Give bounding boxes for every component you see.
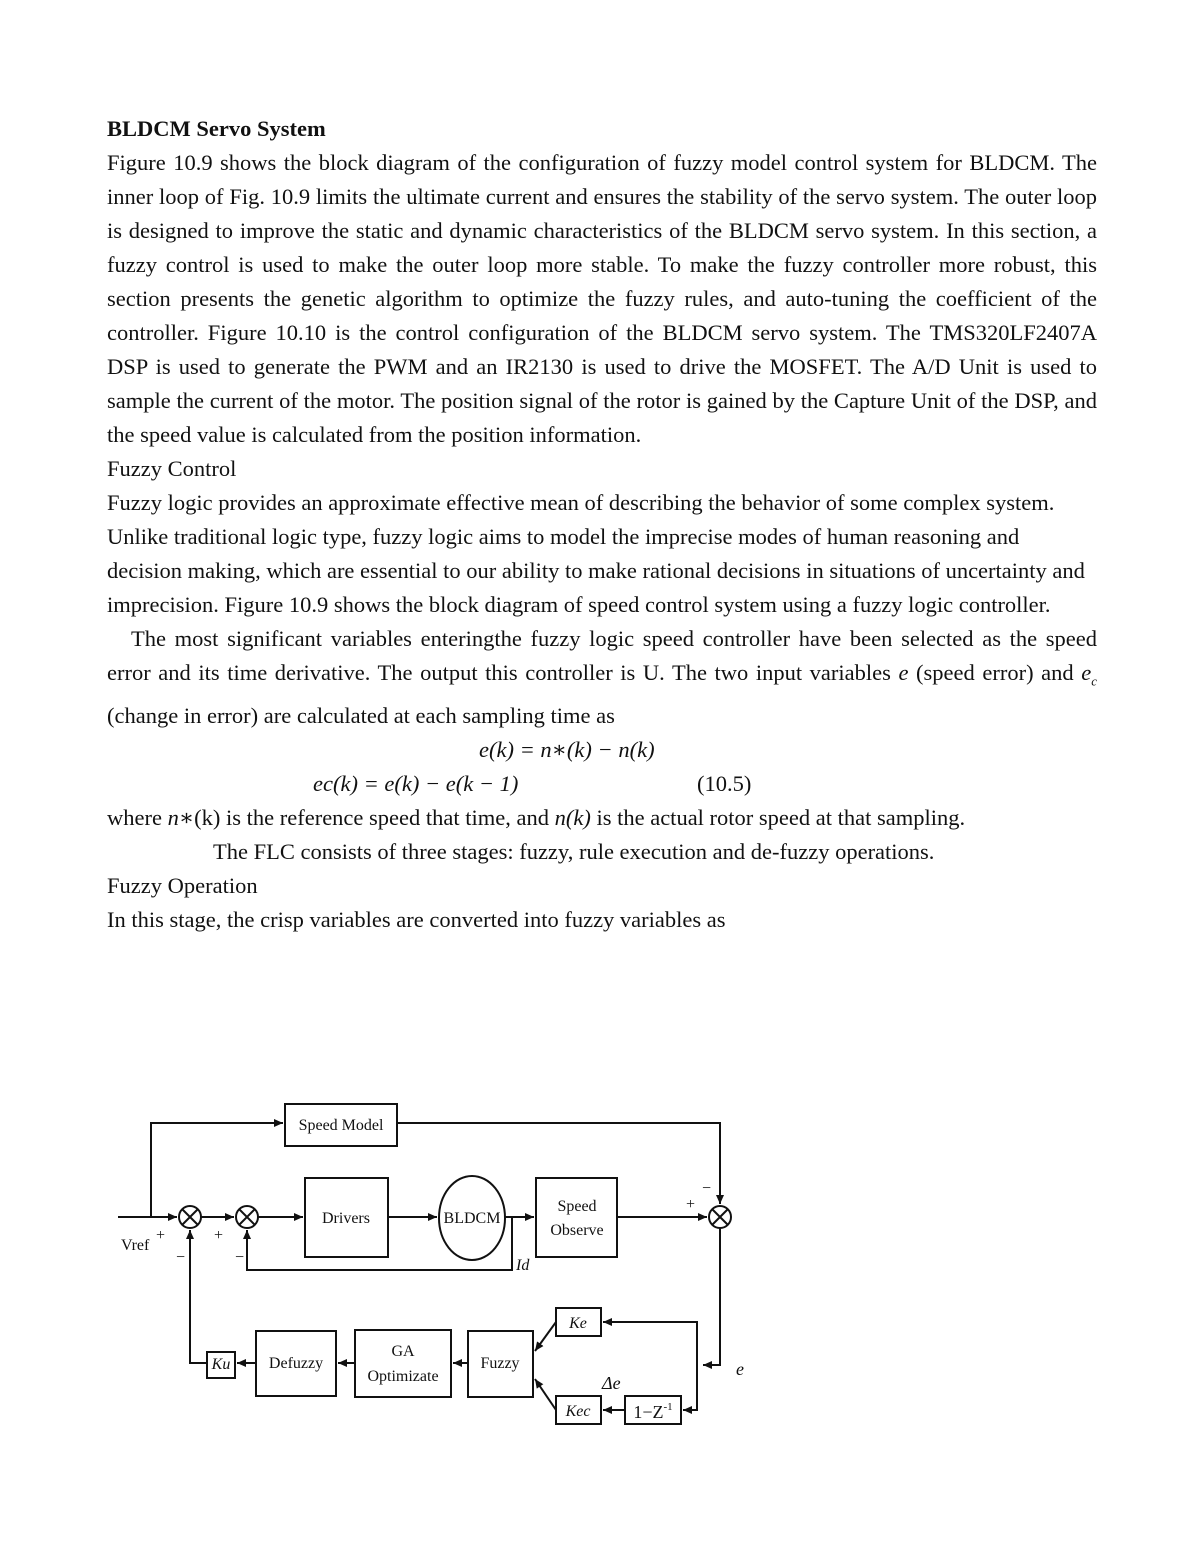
ga-label-1: GA — [391, 1343, 415, 1360]
ku-label: Ku — [211, 1356, 231, 1373]
kec-label: Kec — [565, 1403, 591, 1420]
ke-label: Ke — [569, 1315, 587, 1332]
subheading-fuzzy-operation: Fuzzy Operation — [107, 872, 258, 898]
speed-observe-block — [536, 1178, 617, 1257]
junction1-minus-sign: − — [176, 1249, 186, 1266]
paragraph-intro: Figure 10.9 shows the block diagram of the configuration of fuzzy model control system for BLDCM. The inner loop of Fig. 10.9 limits the ultimate current and ensures the stability of the servo system. The outer loop is designed to improve the static and dynamic characteristics of the BLDCM servo system. In this section, a fuzzy control is used to make the outer loop more stable. To make the fuzzy controller more robust, this section presents the genetic algorithm to optimize the fuzzy rules, and auto-tuning the coefficient of the controller. Figure 10.10 is the control configuration of the BLDCM servo system. The TMS320LF2407A DSP is used to generate the PWM and an IR2130 is used to drive the MOSFET. The A/D Unit is used to sample the current of the motor. The position signal of the rotor is gained by the Capture Unit of the DSP, and the speed value is calculated from the position information. — [107, 150, 1097, 447]
equation-number: (10.5) — [697, 770, 752, 796]
paragraph-fuzzy-operation: In this stage, the crisp variables are converted into fuzzy variables as — [107, 906, 726, 932]
junction3-minus-sign: − — [702, 1180, 712, 1197]
delay-label: $1-Z^{-1}$ — [633, 1401, 673, 1422]
speed-model-label: Speed Model — [298, 1117, 384, 1134]
equation-change-in-error: ec(k) = e(k) − e(k − 1) (10.5) — [107, 767, 1097, 801]
section-heading: BLDCM Servo System — [107, 116, 326, 141]
paragraph-variables: The most significant variables enteringthe fuzzy logic speed controller have been selected as the speed error and its time derivative. The output this controller is U. The two input variables e (speed error) and $e_c$ (change in error) are calculated at each sampling time as — [107, 626, 1097, 728]
summing-junction-1 — [179, 1206, 201, 1228]
ga-label-2: Optimizate — [367, 1368, 439, 1385]
junction2-minus-sign: − — [235, 1249, 245, 1266]
ga-optimizate-block — [355, 1330, 451, 1397]
junction3-plus-sign: + — [686, 1196, 696, 1213]
speed-observe-label-1: Speed — [557, 1198, 597, 1215]
paragraph-flc-stages: The FLC consists of three stages: fuzzy, rule execution and de-fuzzy operations. — [213, 838, 935, 864]
subheading-fuzzy-control: Fuzzy Control — [107, 456, 237, 481]
junction2-plus-sign: + — [214, 1227, 224, 1244]
vref-plus-sign: + — [156, 1227, 166, 1244]
paragraph-where: where n∗(k) is the reference speed that time, and n(k) is the actual rotor speed at that sampling. — [107, 804, 966, 830]
summing-junction-2 — [236, 1206, 258, 1228]
paragraph-fuzzy-logic: Fuzzy logic provides an approximate effective mean of describing the behavior of some complex system. Unlike traditional logic type, fuzzy logic aims to model the imprecise modes of human reasoning and decision making, which are essential to our ability to make rational decisions in situations of uncertainty and imprecision. Figure 10.9 shows the block diagram of speed control system using a fuzzy logic controller. — [107, 490, 1085, 617]
e-label: e — [736, 1359, 744, 1379]
defuzzy-label: Defuzzy — [268, 1355, 324, 1372]
summing-junction-3 — [709, 1206, 731, 1228]
drivers-label: Drivers — [322, 1210, 370, 1227]
bldcm-label: BLDCM — [443, 1210, 501, 1227]
delta-e-label: Δe — [602, 1373, 621, 1393]
vref-label: Vref — [121, 1237, 150, 1254]
speed-observe-label-2: Observe — [550, 1222, 604, 1239]
fuzzy-label: Fuzzy — [480, 1355, 520, 1372]
id-label: Id — [516, 1257, 530, 1274]
equation-error: e(k) = n∗(k) − n(k) — [479, 736, 655, 762]
